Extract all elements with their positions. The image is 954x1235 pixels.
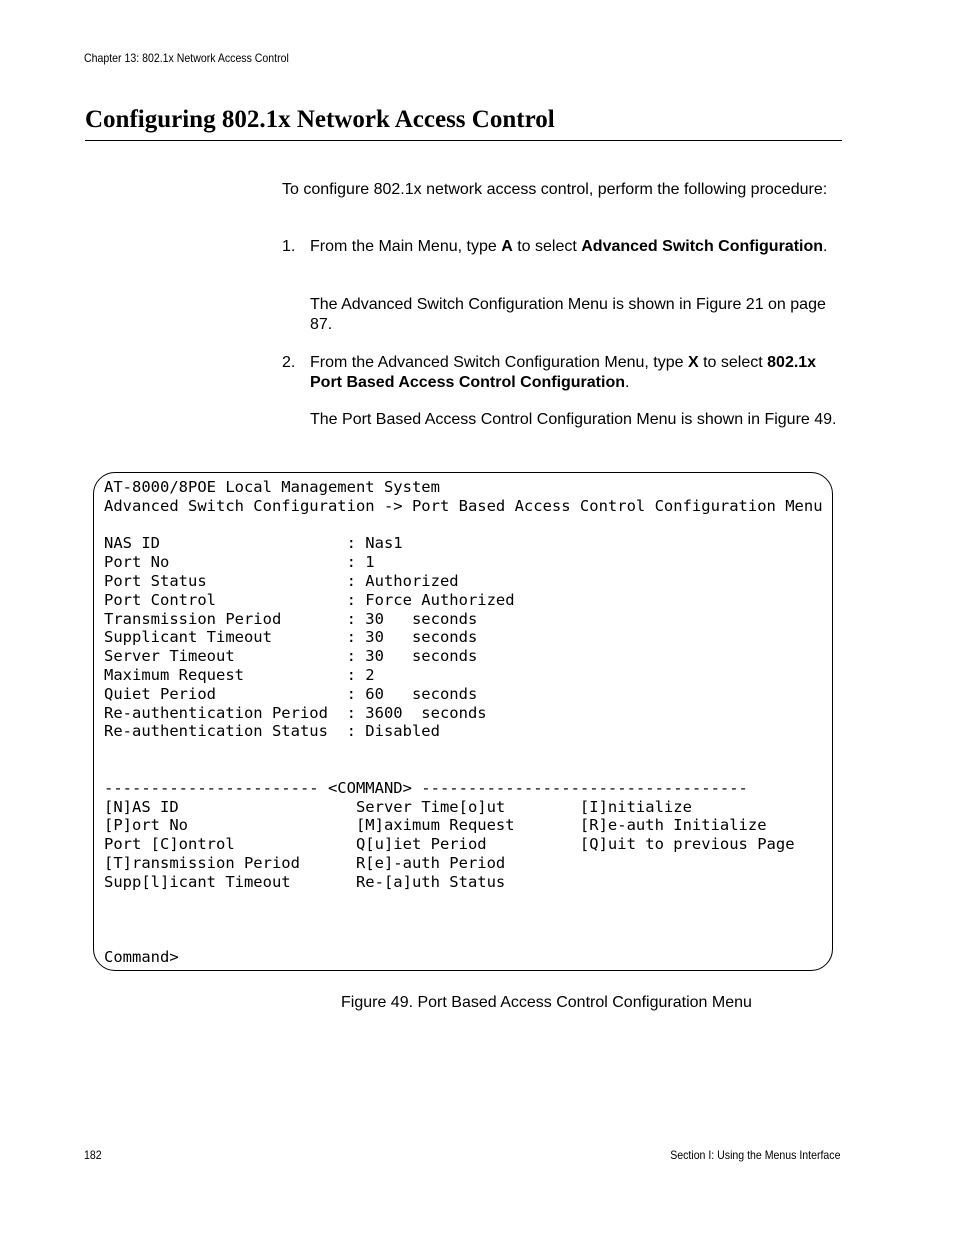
step-key: X <box>687 354 699 371</box>
terminal-line: Port [C]ontrol Q[u]iet Period [Q]uit to previous Page <box>104 835 795 854</box>
step-text-part: From the Advanced Switch Configuration Menu, type <box>310 354 688 371</box>
terminal-line: Port Control : Force Authorized <box>104 590 515 609</box>
step-text-part: From the Main Menu, type <box>310 238 502 255</box>
terminal-line: AT-8000/8POE Local Management System <box>104 478 440 496</box>
terminal-line: Maximum Request : 2 <box>104 665 375 684</box>
step-number: 1. <box>282 238 296 255</box>
terminal-line <box>104 760 823 779</box>
step-key: A <box>501 238 513 255</box>
terminal-line: ----------------------- <COMMAND> ----------------------------------- <box>104 778 748 797</box>
terminal-line <box>104 910 823 929</box>
terminal-line: Re-authentication Status : Disabled <box>104 722 440 741</box>
step-number: 2. <box>282 354 296 371</box>
title-rule <box>85 140 842 141</box>
terminal-line: Server Timeout : 30 seconds <box>104 647 478 666</box>
step-text-part: to select <box>512 238 582 255</box>
page-number: 182 <box>84 1148 102 1162</box>
page-title: Configuring 802.1x Network Access Control <box>85 106 555 133</box>
terminal-line <box>104 892 823 911</box>
step-1-note: The Advanced Switch Configuration Menu is shown in Figure 21 on page 87. <box>310 296 826 333</box>
terminal-line: Port Status : Authorized <box>104 571 459 590</box>
step-text-part: to select <box>698 354 768 371</box>
terminal-line <box>104 929 823 948</box>
step-text-part: . <box>625 374 630 391</box>
step-menu-name: 802.1x Port Based Access Control Configuration <box>310 354 817 391</box>
step-menu-name: Advanced Switch Configuration <box>581 238 824 255</box>
terminal-line: [T]ransmission Period R[e]-auth Period <box>104 853 506 872</box>
section-footer: Section I: Using the Menus Interface <box>669 1148 840 1162</box>
terminal-line: Re-authentication Period : 3600 seconds <box>104 703 487 722</box>
step-text <box>310 353 830 393</box>
terminal-line <box>104 741 823 760</box>
terminal-line: Port No : 1 <box>104 553 375 572</box>
figure-caption: Figure 49. Port Based Access Control Configuration Menu <box>341 994 752 1011</box>
terminal-line: Quiet Period : 60 seconds <box>104 684 478 703</box>
terminal-line: NAS ID : Nas1 <box>104 534 403 553</box>
step-2-note: The Port Based Access Control Configuration Menu is shown in Figure 49. <box>310 411 837 428</box>
terminal-line: Transmission Period : 30 seconds <box>104 609 478 628</box>
terminal-line: [P]ort No [M]aximum Request [R]e-auth Initialize <box>104 816 767 835</box>
running-header: Chapter 13: 802.1x Network Access Control <box>84 51 289 65</box>
terminal-line: Command> <box>104 947 179 966</box>
step-text-part: . <box>823 238 828 255</box>
terminal-line: Advanced Switch Configuration -> Port Based Access Control Configuration Menu <box>104 496 823 515</box>
terminal-line <box>104 516 823 535</box>
terminal-line: Supplicant Timeout : 30 seconds <box>104 628 478 647</box>
intro-paragraph: To configure 802.1x network access control, perform the following procedure: <box>282 181 828 198</box>
step-text <box>310 237 830 257</box>
terminal-screen-text <box>104 478 823 967</box>
terminal-line: Supp[l]icant Timeout Re-[a]uth Status <box>104 872 506 891</box>
terminal-line: [N]AS ID Server Time[o]ut [I]nitialize <box>104 797 692 816</box>
